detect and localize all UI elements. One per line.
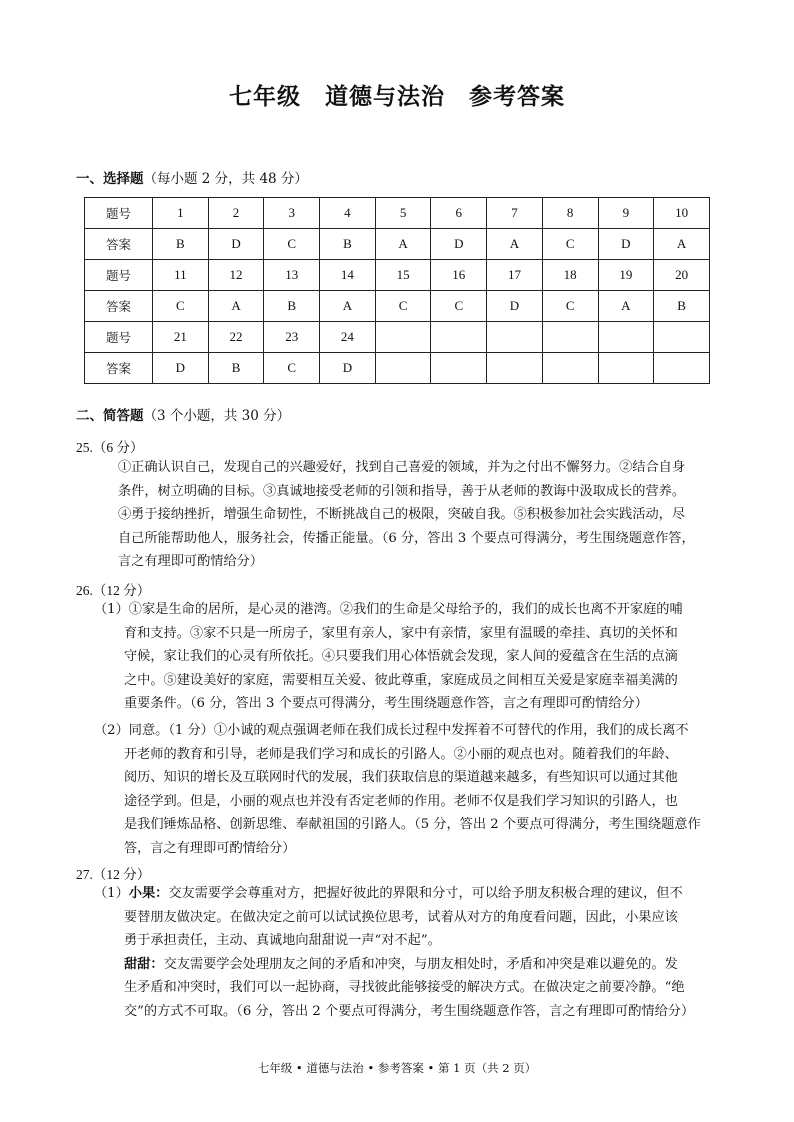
table-cell: A (654, 229, 710, 260)
section-heading-text: 一、选择题 (76, 171, 144, 187)
answer-line (94, 953, 720, 977)
table-cell: 24 (320, 322, 376, 353)
answer-line: 途径学到。但是，小丽的观点也并没有否定老师的作用。老师不仅是我们学习知识的引路人，也 (124, 793, 678, 809)
answer-line: （1）①家是生命的居所，是心灵的港湾。②我们的生命是父母给予的，我们的成长也离不开家庭的哺 (94, 602, 683, 617)
answer-line (94, 882, 720, 906)
table-cell: 3 (264, 198, 320, 229)
table-cell: B (208, 353, 264, 384)
table-cell: C (542, 229, 598, 260)
table-cell: D (487, 291, 543, 322)
table-row (85, 322, 710, 353)
answer-text: 交友需要学会处理朋友之间的矛盾和冲突，与朋友相处时，矛盾和冲突是难以避免的。发 (163, 956, 678, 972)
answer-line: 阅历、知识的增长及互联网时代的发展，我们获取信息的渠道越来越多，有些知识可以通过其他 (124, 770, 678, 785)
table-cell: 7 (487, 198, 543, 229)
table-cell: D (431, 229, 487, 260)
table-cell (375, 322, 431, 353)
table-cell: C (153, 291, 209, 322)
table-cell (654, 322, 710, 353)
answer-line: 要替朋友做决定。在做决定之前可以试试换位思考，试着从对方的角度看问题，因此，小果应该 (124, 909, 678, 925)
table-cell: 16 (431, 260, 487, 291)
row-label: 答案 (85, 291, 153, 322)
table-cell: 9 (598, 198, 654, 229)
question-27-part-1 (94, 882, 720, 1023)
table-cell: 15 (375, 260, 431, 291)
table-cell (654, 353, 710, 384)
question-25-answer (118, 456, 720, 574)
answer-line: ①正确认识自己，发现自己的兴趣爱好，找到自己喜爱的领域，并为之付出不懈努力。②结合自身 (118, 460, 686, 475)
table-cell: A (487, 229, 543, 260)
table-row (85, 260, 710, 291)
answer-table (84, 197, 710, 384)
answer-line: 生矛盾和冲突时，我们可以一起协商，寻找彼此能够接受的解决方式。在做决定之前要冷静。“绝 (124, 980, 685, 995)
answer-line: 条件，树立明确的目标。③真诚地接受老师的引领和指导，善于从老师的教诲中汲取成长的营养。 (118, 483, 686, 499)
section-heading-note: （3 个小题，共 30 分） (143, 408, 291, 424)
table-cell: B (153, 229, 209, 260)
table-cell (431, 322, 487, 353)
row-label: 答案 (85, 229, 153, 260)
answer-line: ④勇于接纳挫折，增强生命韧性，不断挑战自己的极限，突破自我。⑤积极参加社会实践活动，尽 (118, 507, 686, 522)
answer-line: 重要条件。（6 分，答出 3 个要点可得满分，考生围绕题意作答，言之有理即可酌情给分） (124, 696, 648, 711)
table-cell: 21 (153, 322, 209, 353)
table-cell: C (264, 229, 320, 260)
row-label: 题号 (85, 322, 153, 353)
table-cell: C (375, 291, 431, 322)
question-25-head: 25.（6 分） (76, 440, 144, 455)
table-cell: A (320, 291, 376, 322)
table-cell: 20 (654, 260, 710, 291)
page-footer: 七年级 • 道德与法治 • 参考答案 • 第 1 页（共 2 页） (257, 1061, 537, 1075)
table-cell: 19 (598, 260, 654, 291)
question-26-part-2 (94, 719, 720, 860)
answer-line: 开老师的教育和引导，老师是我们学习和成长的引路人。②小丽的观点也对。随着我们的年龄、 (124, 746, 678, 762)
table-cell: 23 (264, 322, 320, 353)
answer-line: 育和支持。③家不只是一所房子，家里有亲人，家中有亲情，家里有温暖的牵挂、真切的关怀和 (124, 625, 678, 641)
table-row (85, 291, 710, 322)
table-cell (375, 353, 431, 384)
table-cell: 14 (320, 260, 376, 291)
table-cell: A (375, 229, 431, 260)
person-name-xiaoguo: 小果： (128, 886, 169, 901)
table-cell: B (320, 229, 376, 260)
answer-line: 守候，家让我们的心灵有所依托。④只要我们用心体悟就会发现，家人间的爱蕴含在生活的点滴 (124, 649, 678, 664)
table-cell: 13 (264, 260, 320, 291)
table-cell: D (153, 353, 209, 384)
table-cell (598, 322, 654, 353)
answer-line: 答，言之有理即可酌情给分） (124, 840, 296, 856)
section-heading-text: 二、简答题 (76, 408, 144, 424)
table-cell (487, 322, 543, 353)
answer-line: 自己所能帮助他人，服务社会，传播正能量。（6 分，答出 3 个要点可得满分，考生围绕题意作答， (118, 530, 695, 546)
table-cell: 4 (320, 198, 376, 229)
table-cell (542, 322, 598, 353)
table-cell (542, 353, 598, 384)
table-cell: C (431, 291, 487, 322)
table-cell: D (320, 353, 376, 384)
table-cell: A (598, 291, 654, 322)
table-cell: B (264, 291, 320, 322)
answer-line: 之中。⑤建设美好的家庭，需要相互关爱、彼此尊重，家庭成员之间相互关爱是家庭幸福美满的 (124, 672, 678, 688)
table-cell: A (208, 291, 264, 322)
answer-line: 言之有理即可酌情给分） (118, 554, 264, 569)
answer-text: 交友需要学会尊重对方，把握好彼此的界限和分寸，可以给予朋友积极合理的建议，但不 (168, 886, 683, 901)
table-cell: C (542, 291, 598, 322)
table-cell: 11 (153, 260, 209, 291)
answer-line: （2）同意。（1 分）①小诚的观点强调老师在我们成长过程中发挥着不可替代的作用，我们的成长离不 (94, 723, 689, 738)
section-heading-note: （每小题 2 分，共 48 分） (143, 171, 308, 187)
section-heading-choice (76, 167, 308, 187)
table-cell: 8 (542, 198, 598, 229)
table-cell (598, 353, 654, 384)
table-cell: 12 (208, 260, 264, 291)
table-cell: 2 (208, 198, 264, 229)
section-heading-short-answer (76, 404, 290, 424)
table-cell: 6 (431, 198, 487, 229)
answer-line: 交”的方式不可取。（6 分，答出 2 个要点可得满分，考生围绕题意作答，言之有理即可酌情给分） (124, 1003, 695, 1019)
table-cell: 22 (208, 322, 264, 353)
table-cell: B (654, 291, 710, 322)
table-cell: C (264, 353, 320, 384)
table-cell: 17 (487, 260, 543, 291)
table-cell (487, 353, 543, 384)
question-27-head: 27.（12 分） (76, 867, 151, 882)
question-26-head: 26.（12 分） (76, 583, 151, 598)
person-name-tiantian: 甜甜： (124, 956, 164, 972)
table-cell: 1 (153, 198, 209, 229)
row-label: 题号 (85, 260, 153, 291)
table-row (85, 229, 710, 260)
table-cell: D (208, 229, 264, 260)
table-row (85, 198, 710, 229)
table-cell: 10 (654, 198, 710, 229)
table-cell: 5 (375, 198, 431, 229)
row-label: 答案 (85, 353, 153, 384)
question-26-part-1 (94, 598, 720, 716)
table-row (85, 353, 710, 384)
answer-line: 是我们锤炼品格、创新思维、奉献祖国的引路人。（5 分，答出 2 个要点可得满分，考生围绕题意作 (124, 817, 701, 832)
page-title: 七年级 道德与法治 参考答案 (229, 84, 565, 110)
table-cell: 18 (542, 260, 598, 291)
table-cell (431, 353, 487, 384)
table-cell: D (598, 229, 654, 260)
answer-line: 勇于承担责任，主动、真诚地向甜甜说一声“对不起”。 (124, 933, 441, 948)
row-label: 题号 (85, 198, 153, 229)
part-prefix: （1） (94, 886, 129, 901)
